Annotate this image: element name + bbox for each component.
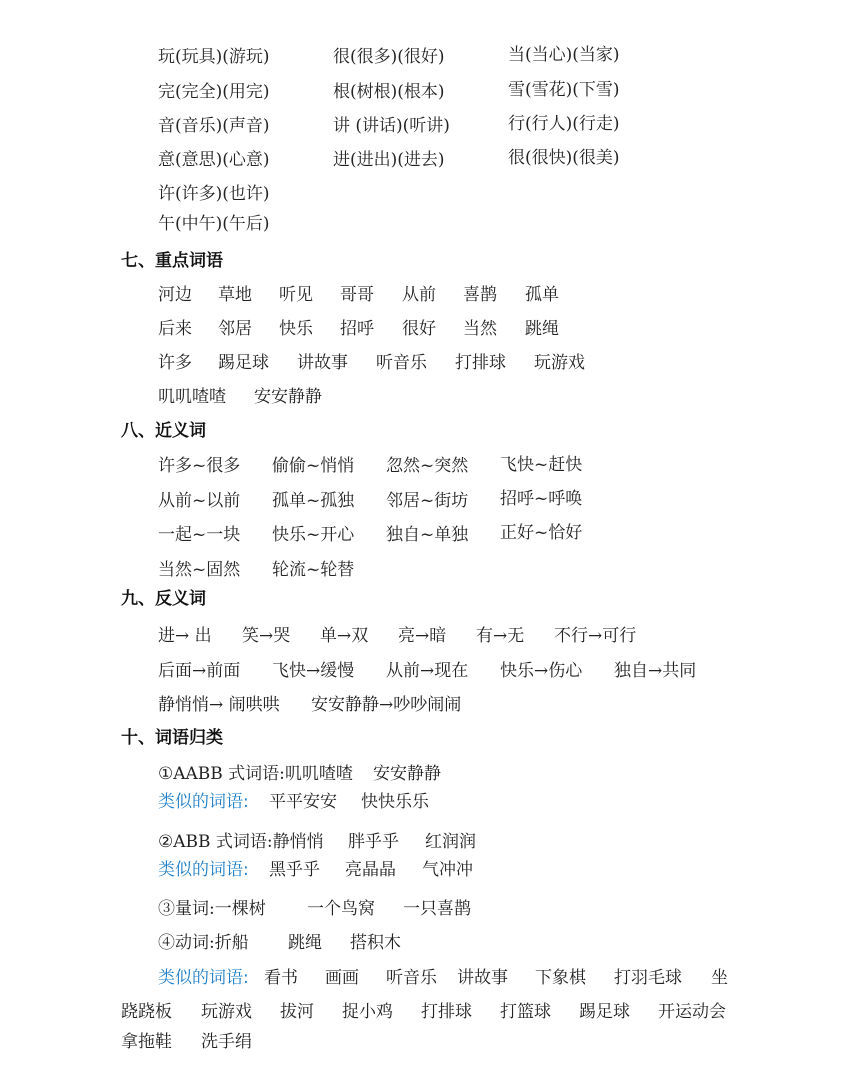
- antonym-pair: 单→双: [320, 626, 369, 646]
- similar-words-label: 类似的词语:: [158, 860, 249, 880]
- word: 打羽毛球: [614, 968, 682, 988]
- synonym-pair: 邻居~街坊: [386, 491, 469, 511]
- word: 听见: [279, 285, 313, 305]
- word: 河边: [158, 285, 192, 305]
- word: 捉小鸡: [342, 1002, 393, 1022]
- word: 很好: [402, 319, 436, 339]
- word: 踢足球: [218, 353, 269, 373]
- word: 玩游戏: [201, 1002, 252, 1022]
- word: 坐: [711, 968, 728, 988]
- synonym-pair: 当然~固然: [158, 560, 241, 580]
- word: 许多: [158, 353, 192, 373]
- section-title-word-classification: 十、词语归类: [121, 728, 223, 748]
- word: 当然: [463, 319, 497, 339]
- antonym-pair: 有→无: [476, 626, 525, 646]
- word: 看书: [264, 968, 298, 988]
- word: 平平安安: [269, 792, 337, 812]
- polyphone-item: 玩(玩具)(游玩): [158, 47, 270, 67]
- polyphone-item: 雪(雪花)(下雪): [508, 80, 620, 100]
- word: 讲故事: [297, 353, 348, 373]
- word: 听音乐: [386, 968, 437, 988]
- antonym-pair: 后面→前面: [158, 661, 241, 681]
- word: 气冲冲: [422, 860, 473, 880]
- word: 讲故事: [457, 968, 508, 988]
- word: 安安静静: [373, 764, 441, 784]
- word: 后来: [158, 319, 192, 339]
- word: 玩游戏: [534, 353, 585, 373]
- polyphone-item: 很(很多)(很好): [333, 47, 445, 67]
- word: 搭积木: [350, 933, 401, 953]
- polyphone-item: 根(树根)(根本): [333, 82, 445, 102]
- group-label: ④动词:折船: [158, 933, 249, 953]
- word: 安安静静: [254, 387, 322, 407]
- section-title-key-words: 七、重点词语: [121, 251, 223, 271]
- antonym-pair: 不行→可行: [554, 626, 637, 646]
- antonym-pair: 飞快→缓慢: [272, 661, 355, 681]
- word: 洗手绢: [201, 1032, 252, 1052]
- section-title-synonyms: 八、近义词: [121, 421, 206, 441]
- polyphone-item: 意(意思)(心意): [158, 150, 270, 170]
- word: 亮晶晶: [345, 860, 396, 880]
- polyphone-item: 很(很快)(很美): [508, 148, 620, 168]
- synonym-pair: 快乐~开心: [272, 525, 355, 545]
- word: 拿拖鞋: [121, 1032, 172, 1052]
- polyphone-item: 许(许多)(也许): [158, 184, 270, 204]
- polyphone-item: 午(中午)(午后): [158, 214, 270, 234]
- synonym-pair: 许多~很多: [158, 456, 241, 476]
- synonym-pair: 一起~一块: [158, 525, 241, 545]
- group-label: ①AABB 式词语:叽叽喳喳: [158, 764, 353, 784]
- word: 草地: [218, 285, 252, 305]
- polyphone-item: 进(进出)(进去): [333, 150, 445, 170]
- word: 打排球: [421, 1002, 472, 1022]
- synonym-pair: 飞快~赶快: [500, 455, 583, 475]
- word: 哥哥: [340, 285, 374, 305]
- synonym-pair: 偷偷~悄悄: [272, 456, 355, 476]
- polyphone-item: 当(当心)(当家): [508, 45, 620, 65]
- word: 喜鹊: [463, 285, 497, 305]
- polyphone-item: 讲 (讲话)(听讲): [333, 116, 450, 136]
- section-title-antonyms: 九、反义词: [121, 589, 206, 609]
- word: 打篮球: [500, 1002, 551, 1022]
- synonym-pair: 忽然~突然: [386, 456, 469, 476]
- word: 叽叽喳喳: [158, 387, 226, 407]
- word: 画画: [325, 968, 359, 988]
- word: 跳绳: [525, 319, 559, 339]
- word: 跳绳: [288, 933, 322, 953]
- word: 听音乐: [376, 353, 427, 373]
- synonym-pair: 孤单~孤独: [272, 491, 355, 511]
- polyphone-item: 完(完全)(用完): [158, 82, 270, 102]
- antonym-pair: 独自→共同: [614, 661, 697, 681]
- antonym-pair: 静悄悄→ 闹哄哄: [158, 695, 280, 715]
- similar-words-label: 类似的词语:: [158, 968, 249, 988]
- word: 踢足球: [579, 1002, 630, 1022]
- synonym-pair: 轮流~轮替: [272, 560, 355, 580]
- word: 一个鸟窝: [307, 899, 375, 919]
- antonym-pair: 笑→哭: [242, 626, 291, 646]
- word: 邻居: [218, 319, 252, 339]
- word: 打排球: [455, 353, 506, 373]
- synonym-pair: 正好~恰好: [500, 523, 583, 543]
- polyphone-item: 行(行人)(行走): [508, 114, 620, 134]
- antonym-pair: 安安静静→吵吵闹闹: [311, 695, 462, 715]
- word: 快乐: [279, 319, 313, 339]
- word: 拔河: [280, 1002, 314, 1022]
- word: 红润润: [425, 832, 476, 852]
- word: 开运动会: [658, 1002, 726, 1022]
- antonym-pair: 亮→暗: [398, 626, 447, 646]
- word: 胖乎乎: [348, 832, 399, 852]
- word: 下象棋: [535, 968, 586, 988]
- word: 招呼: [340, 319, 374, 339]
- word: 黑乎乎: [269, 860, 320, 880]
- antonym-pair: 进→ 出: [158, 626, 212, 646]
- word: 从前: [402, 285, 436, 305]
- antonym-pair: 快乐→伤心: [500, 661, 583, 681]
- word: 一只喜鹊: [403, 899, 471, 919]
- group-label: ③量词:一棵树: [158, 899, 266, 919]
- polyphone-item: 音(音乐)(声音): [158, 116, 270, 136]
- similar-words-label: 类似的词语:: [158, 792, 249, 812]
- synonym-pair: 从前~以前: [158, 491, 241, 511]
- word: 快快乐乐: [361, 792, 429, 812]
- group-label: ②ABB 式词语:静悄悄: [158, 832, 324, 852]
- antonym-pair: 从前→现在: [386, 661, 469, 681]
- word: 孤单: [525, 285, 559, 305]
- synonym-pair: 独自~单独: [386, 525, 469, 545]
- synonym-pair: 招呼~呼唤: [500, 489, 583, 509]
- word: 跷跷板: [121, 1002, 172, 1022]
